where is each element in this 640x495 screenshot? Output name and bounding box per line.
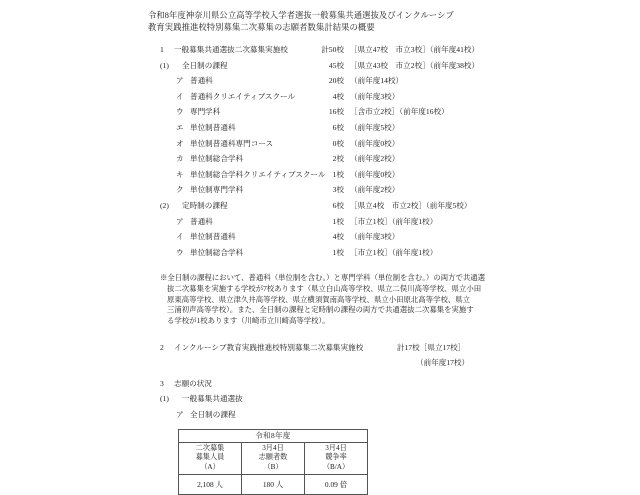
list-item xyxy=(42,182,598,198)
footnote-line: ※全日制の課程において、普通科（単位制を含む。）と専門学科（単位制を含む。）の両方で共通選 xyxy=(160,273,486,283)
item-bracket: （前年度2校） xyxy=(350,154,400,164)
item-bracket: ［県立4校 市立2校］（前年度5校） xyxy=(350,200,472,210)
item-amount: 2校 xyxy=(332,154,344,164)
item-amount: 6校 xyxy=(332,200,344,210)
footnote-paragraph xyxy=(42,273,486,326)
section1-label: 一般募集共通選抜二次募集実施校 xyxy=(174,45,288,54)
list-item xyxy=(42,214,598,230)
header-line-2: 競争率 xyxy=(325,453,347,462)
item-label: 専門学科 xyxy=(190,107,221,117)
item-label: 単位制普通科 xyxy=(190,122,236,132)
table-row-year xyxy=(179,429,368,442)
table-col-header-b xyxy=(242,442,305,474)
item-label: 全日制の課程 xyxy=(182,60,228,70)
item-marker: (1) xyxy=(160,60,169,70)
document-title xyxy=(42,10,598,33)
table-col-header-ratio xyxy=(305,442,368,474)
section2-marker: 2 xyxy=(160,343,164,353)
list-item xyxy=(42,58,598,74)
sub2-label: 全日制の課程 xyxy=(190,410,236,420)
item-label: 単位制専門学科 xyxy=(190,185,244,195)
header-line-3: （A） xyxy=(200,462,220,471)
section3-label: 志願の状況 xyxy=(174,378,212,388)
header-line-3: （B） xyxy=(263,462,283,471)
item-marker: カ xyxy=(176,154,184,164)
item-amount: 4校 xyxy=(332,91,344,101)
item-marker: ア xyxy=(176,216,184,226)
list-item xyxy=(42,120,598,136)
section2-previous: （前年度17校） xyxy=(416,357,470,367)
section3-heading xyxy=(42,376,598,392)
header-line-2: 募集人員 xyxy=(195,453,225,462)
item-bracket: （前年度3校） xyxy=(350,232,400,242)
section3-sub2 xyxy=(42,407,598,423)
item-label: 単位制総合学科 xyxy=(190,154,244,164)
footnote-line: 三浦初声高等学校）。また、全日制の課程と定時制の課程の両方で共通選抜二次募集を実施す xyxy=(167,305,474,315)
item-amount: 1校 xyxy=(332,247,344,257)
item-amount: 20校 xyxy=(328,76,344,86)
section1-heading xyxy=(42,42,598,58)
item-amount: 16校 xyxy=(328,107,344,117)
section2-label: インクルーシブ教育実践推進校特別募集二次募集実施校 xyxy=(174,343,364,353)
table-col-header-a xyxy=(179,442,242,474)
item-label: 単位制総合学科 xyxy=(190,247,244,257)
item-amount: 45校 xyxy=(328,60,344,70)
list-item xyxy=(42,245,598,261)
item-amount: 6校 xyxy=(332,122,344,132)
item-amount: 3校 xyxy=(332,185,344,195)
item-marker: キ xyxy=(176,169,184,179)
item-bracket: ［市立1校］（前年度1校） xyxy=(350,216,438,226)
section3-sub1 xyxy=(42,391,598,407)
sub1-marker: (1) xyxy=(160,394,169,404)
section2-amount: 計17校［県立17校］ xyxy=(397,343,466,353)
list-item xyxy=(42,229,598,245)
table-row xyxy=(179,474,368,494)
item-label: 普通科 xyxy=(190,76,213,86)
item-bracket: （前年度2校） xyxy=(350,185,400,195)
table-year-header: 令和8年度 xyxy=(179,429,368,442)
item-marker: (2) xyxy=(160,200,169,210)
section3-marker: 3 xyxy=(160,378,164,388)
sub1-label: 一般募集共通選抜 xyxy=(182,394,243,404)
item-label: 単位制総合学科クリエイティブスクール xyxy=(190,169,326,179)
stats-table xyxy=(178,429,368,495)
item-label: 単位制普通科専門コース xyxy=(190,138,274,148)
list-item xyxy=(42,151,598,167)
item-label: 普通科クリエイティブスクール xyxy=(190,91,296,101)
sub2-marker: ア xyxy=(176,410,184,420)
document-title-line-1: 令和8年度神奈川県公立高等学校入学者選抜一般募集共通選抜及びインクルーシブ xyxy=(148,11,454,20)
item-bracket: ［市立1校］（前年度1校） xyxy=(350,247,438,257)
header-line-1: 3月4日 xyxy=(262,443,284,452)
stats-table-wrapper xyxy=(42,429,598,495)
list-item xyxy=(42,198,598,214)
header-line-1: 3月4日 xyxy=(325,443,347,452)
list-item xyxy=(42,73,598,89)
table-cell-capacity: 2,108 人 xyxy=(179,474,242,494)
item-bracket: （前年度0校） xyxy=(350,169,400,179)
item-amount: 1校 xyxy=(332,169,344,179)
item-marker: イ xyxy=(176,91,184,101)
item-marker: イ xyxy=(176,232,184,242)
item-bracket: ［含市立2校］（前年度16校） xyxy=(350,107,449,117)
header-line-1: 二次募集 xyxy=(195,443,225,452)
section2 xyxy=(42,340,598,369)
item-marker: オ xyxy=(176,138,184,148)
footnote-line: 抜二次募集を実施する学校が7校あります（県立白山高等学校、県立二俣川高等学校、県立小田 xyxy=(167,283,482,293)
list-item xyxy=(42,167,598,183)
table-cell-applicants: 180 人 xyxy=(242,474,305,494)
spacer xyxy=(42,369,598,376)
list-item xyxy=(42,136,598,152)
document-title-line-2: 教育実践推進校特別募集二次募集の志願者数集計結果の概要 xyxy=(148,22,375,32)
spacer xyxy=(42,33,598,42)
section1-marker: 1 xyxy=(160,45,164,54)
item-amount: 0校 xyxy=(332,138,344,148)
item-marker: ア xyxy=(176,76,184,86)
item-marker: ウ xyxy=(176,247,184,257)
item-bracket: （前年度5校） xyxy=(350,122,400,132)
item-label: 定時制の課程 xyxy=(182,200,228,210)
item-bracket: （前年度3校） xyxy=(350,91,400,101)
header-line-2: 志願者数 xyxy=(258,453,288,462)
item-bracket: ［県立43校 市立2校］（前年度38校） xyxy=(350,60,480,70)
list-item xyxy=(42,104,598,120)
item-marker: エ xyxy=(176,122,184,132)
item-label: 普通科 xyxy=(190,216,213,226)
item-amount: 4校 xyxy=(332,232,344,242)
table-row-header xyxy=(179,442,368,474)
footnote-line: 原東高等学校、県立津久井高等学校、県立横須賀南高等学校、県立小田原北高等学校、県立 xyxy=(167,294,471,304)
item-marker: ク xyxy=(176,185,184,195)
section2-heading xyxy=(42,340,598,356)
item-marker: ウ xyxy=(176,107,184,117)
section1-bracket: ［県立47校 市立3校］（前年度41校） xyxy=(350,45,480,54)
table-cell-ratio: 0.09 倍 xyxy=(305,474,368,494)
item-bracket: （前年度0校） xyxy=(350,138,400,148)
item-bracket: （前年度14校） xyxy=(350,76,404,86)
header-line-3: （B/A） xyxy=(322,462,350,471)
section1-amount: 計50校 xyxy=(321,45,344,54)
footnote-line: る学校が1校あります（川崎市立川崎高等学校）。 xyxy=(167,315,330,325)
item-amount: 1校 xyxy=(332,216,344,226)
list-item xyxy=(42,89,598,105)
item-label: 単位制普通科 xyxy=(190,232,236,242)
